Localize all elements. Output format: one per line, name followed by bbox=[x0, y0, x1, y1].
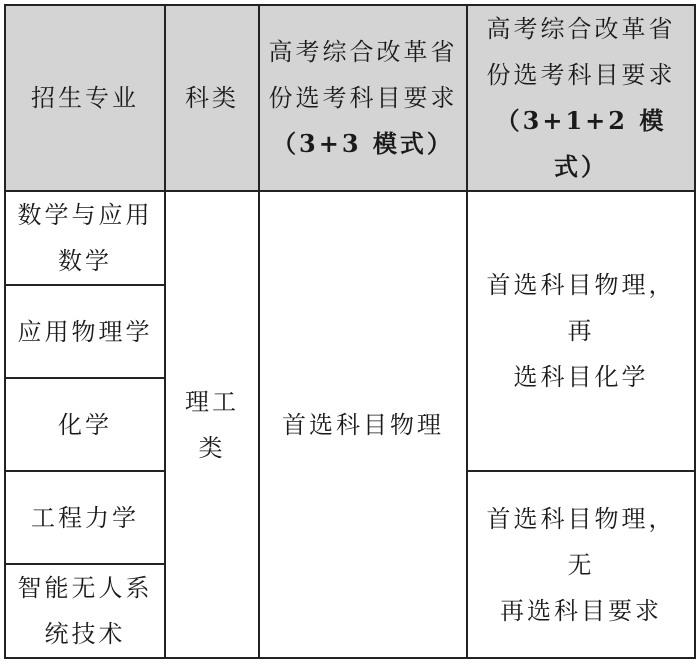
major-cell: 智能无人系 统技术 bbox=[5, 564, 165, 658]
category-cell: 理工 类 bbox=[165, 191, 259, 658]
header-req-3-1-2: 高考综合改革省 份选考科目要求 （3+1+2 模式） bbox=[467, 5, 695, 191]
req-3-3-cell: 首选科目物理 bbox=[259, 191, 467, 658]
req-3-1-2-cell-no-second: 首选科目物理，无 再选科目要求 bbox=[467, 471, 695, 658]
major-cell: 化学 bbox=[5, 378, 165, 471]
major-cell: 应用物理学 bbox=[5, 285, 165, 378]
header-category: 科类 bbox=[165, 5, 259, 191]
table-header-row bbox=[5, 5, 695, 191]
req-3-1-2-cell-chemistry: 首选科目物理，再 选科目化学 bbox=[467, 191, 695, 471]
major-cell: 数学与应用 数学 bbox=[5, 191, 165, 285]
subject-requirements-table bbox=[4, 4, 696, 659]
header-req-3-3: 高考综合改革省 份选考科目要求 （3+3 模式） bbox=[259, 5, 467, 191]
major-cell: 工程力学 bbox=[5, 471, 165, 564]
header-major: 招生专业 bbox=[5, 5, 165, 191]
table-row bbox=[5, 191, 695, 285]
